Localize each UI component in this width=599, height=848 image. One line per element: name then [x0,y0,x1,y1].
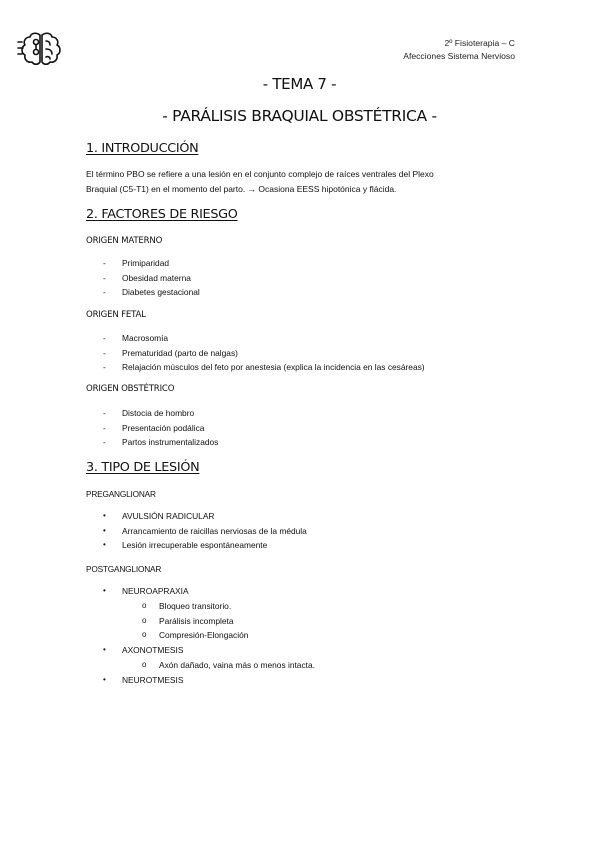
subheading-origen-obstetrico: ORIGEN OBSTÉTRICO [86,384,175,394]
header-subject: Afecciones Sistema Nervioso [403,50,515,61]
subheading-preganglionar: PREGANGLIONAR [86,489,156,499]
intro-line-1: El término PBO se refiere a una lesión en el conjunto complejo de raíces ventrales del Plexo [86,169,434,179]
section-heading-tipo-lesion: 3. TIPO DE LESIÓN [86,460,200,475]
section-heading-factores: 2. FACTORES DE RIESGO [86,207,238,222]
subheading-postganglionar: POSTGANGLIONAR [86,564,162,574]
section-heading-introduccion: 1. INTRODUCCIÓN [86,141,199,156]
topic-subtitle: - PARÁLISIS BRAQUIAL OBSTÉTRICA - [162,107,437,125]
subheading-origen-materno: ORIGEN MATERNO [86,236,163,246]
topic-title: - TEMA 7 - [262,75,337,93]
intro-line-2: Braquial (C5-T1) en el momento del parto. → Ocasiona EESS hipotónica y flácida. [86,184,397,194]
brain-logo-icon [16,29,66,67]
header-course: 2º Fisioterapia – C [444,38,515,48]
document-page: 2º Fisioterapia – C Afecciones Sistema Nervioso - TEMA 7 - - PARÁLISIS BRAQUIAL OBSTÉTRICA - 1. INTRODUCCIÓN El término PBO se refiere a una lesión en el conjunto complejo de raíces ventrales del Plexo Braquial (C5-T1) en el momento del parto. → Ocasiona EESS hipotónica y flácida. 2. FACTORES DE RIESGO ORIGEN MATERNO - Primiparidad - Obesidad materna - Diabetes gestacional ORIGEN FETAL - Macrosomía - Prematuridad (parto de nalgas) - Relajación músculos del feto por anestesia (explica la incidencia en las cesáreas) ORIGEN OBSTÉTRICO - Distocia de hombro - Presentación podálica - Partos instrumentalizados 3. TIPO DE LESIÓN PREGANGLIONAR • AVULSIÓN RADICULAR • Arrancamiento de raicillas nerviosas de la médula • Lesión irrecuperable espontáneamente POSTGANGLIONAR • NEUROAPRAXIA o Bloqueo transitorio. o Parálisis incompleta o Compresión-Elongación • AXONOTMESIS o Axón dañado, vaina más o menos intacta. • NEUROTMESIS [0,0,599,848]
document-header [403,37,515,62]
subheading-origen-fetal: ORIGEN FETAL [86,310,146,320]
intro-paragraph [86,167,506,197]
